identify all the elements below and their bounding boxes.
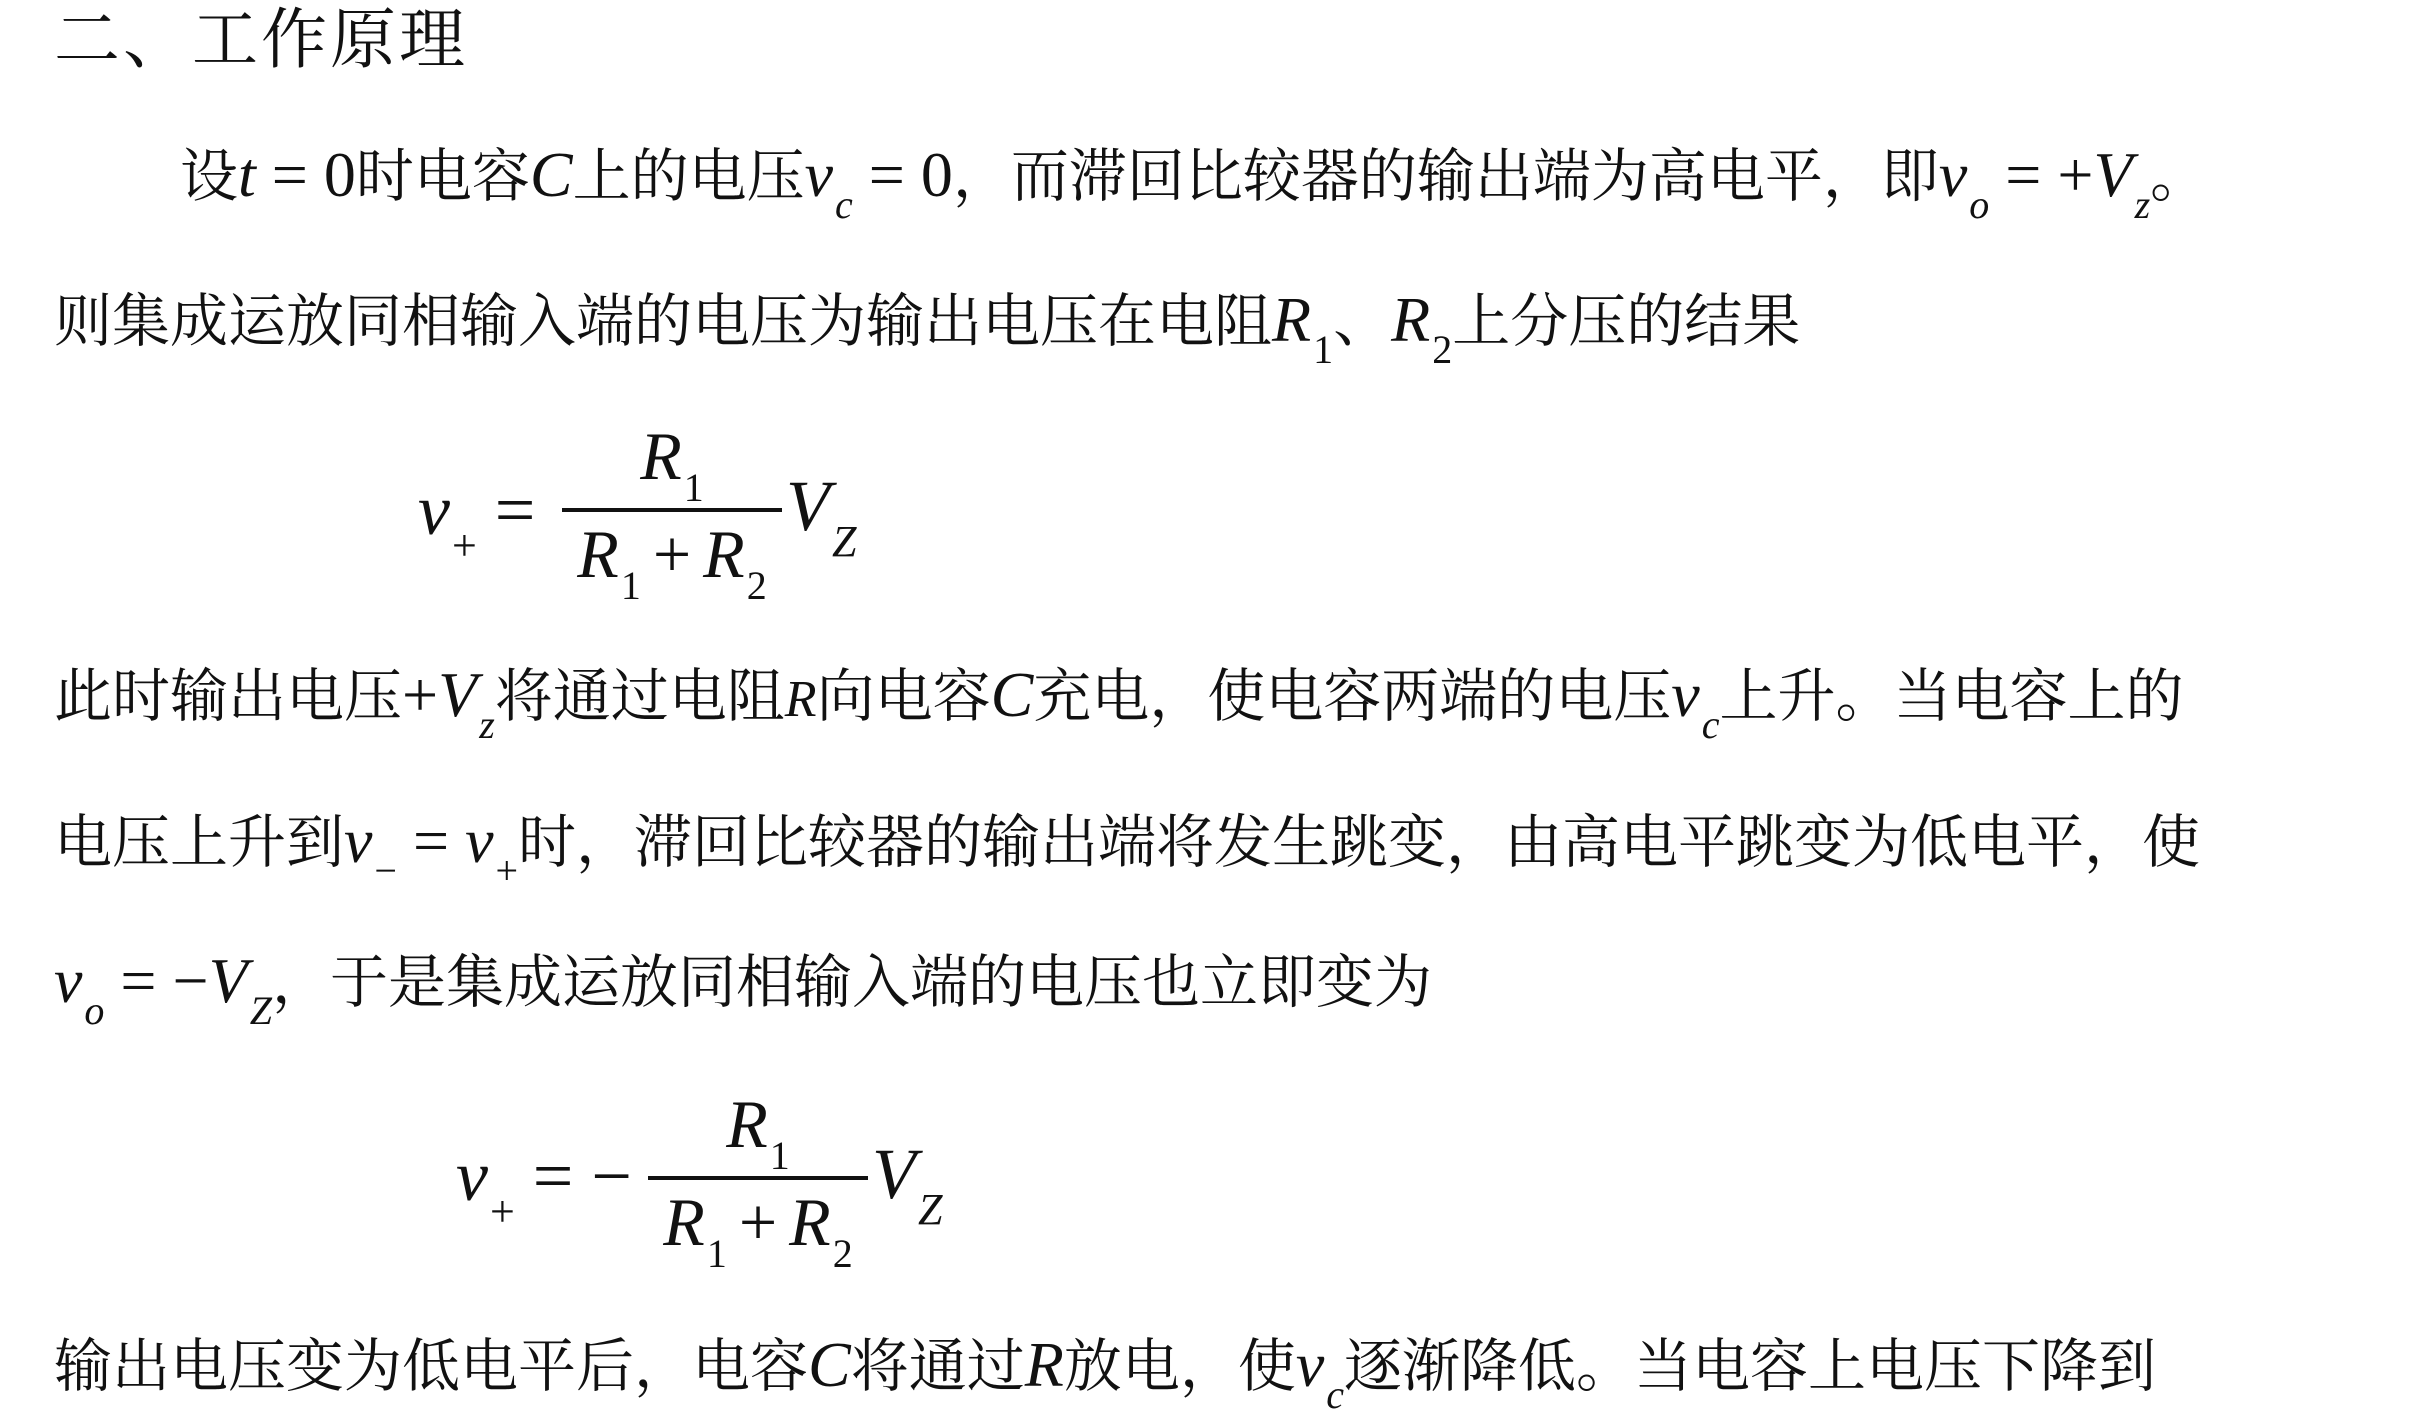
math-symbol: R: [663, 1184, 705, 1260]
text-segment: 此时输出电压: [54, 662, 403, 730]
math-symbol: C: [808, 1329, 851, 1400]
text-segment: 。: [2150, 142, 2209, 210]
math-operator: =: [476, 470, 536, 550]
math-symbol: R: [1024, 1329, 1064, 1400]
section-heading: 二、工作原理: [54, 1, 468, 78]
math-subscript: c: [835, 182, 853, 227]
math-symbol: v: [418, 470, 450, 550]
math-symbol: v: [1671, 659, 1700, 730]
text-segment: 上的电压: [572, 142, 805, 210]
math-symbol: R: [789, 1184, 831, 1260]
formula-1-rhs: [786, 466, 857, 566]
text-segment: ，而滞回比较器的输出端为高电平，即: [952, 142, 1939, 210]
text-segment: 充电，使电容两端的电压: [1033, 662, 1672, 730]
math-subscript: Z: [917, 1185, 943, 1234]
paragraph-2-line-1: [54, 659, 2184, 747]
math-operator: = 0: [852, 139, 953, 210]
math-symbol: R: [784, 671, 817, 728]
math-subscript: o: [84, 988, 105, 1033]
math-subscript: 1: [683, 465, 704, 510]
math-symbol: v: [465, 805, 494, 876]
math-symbol: R: [726, 1086, 768, 1162]
math-operator: = 0: [255, 139, 356, 210]
math-subscript: 1: [1313, 327, 1334, 372]
math-symbol: R: [703, 516, 745, 592]
math-symbol: v: [344, 805, 373, 876]
math-symbol: V: [786, 466, 830, 546]
math-subscript: 1: [620, 563, 641, 608]
text-segment: 上升。当电容上的: [1719, 662, 2184, 730]
math-symbol: R: [640, 418, 682, 494]
math-symbol: v: [54, 945, 83, 1016]
math-subscript: +: [489, 1187, 515, 1236]
math-symbol: C: [990, 659, 1034, 730]
math-operator: =: [396, 805, 466, 876]
paragraph-2-line-2: [54, 805, 2201, 893]
math-symbol: v: [804, 139, 834, 210]
formula-1-denominator: [562, 516, 782, 608]
math-symbol: v: [1938, 139, 1968, 210]
fraction-bar: [648, 1176, 868, 1180]
text-segment: 向电容: [816, 662, 991, 730]
math-symbol: V: [438, 659, 478, 730]
math-symbol: R: [1272, 284, 1312, 355]
formula-2-denominator: [648, 1184, 868, 1276]
formula-1-numerator: [562, 418, 782, 510]
paragraph-3-line-1: [54, 1329, 2157, 1417]
math-symbol: R: [577, 516, 619, 592]
math-subscript: +: [451, 521, 477, 570]
math-operator: +: [738, 1184, 778, 1260]
math-operator: +: [652, 516, 692, 592]
formula-2-fraction: [648, 1086, 868, 1276]
text-segment: 时，滞回比较器的输出端将发生跳变，由高电平跳变为低电平，使: [518, 808, 2201, 876]
math-symbol: t: [238, 139, 256, 210]
text-segment: ，于是集成运放同相输入端的电压也立即变为: [271, 948, 1432, 1016]
math-subscript: c: [1326, 1372, 1344, 1417]
math-operator: = −: [104, 945, 209, 1016]
formula-2-lhs: [456, 1136, 633, 1236]
math-subscript: z: [2134, 182, 2151, 227]
math-operator: = +: [1989, 139, 2094, 210]
math-subscript: −: [374, 848, 397, 893]
text-segment: 、: [1333, 287, 1392, 355]
formula-1-fraction: [562, 418, 782, 608]
math-subscript: Z: [831, 517, 857, 566]
math-symbol: C: [529, 139, 573, 210]
math-subscript: 1: [706, 1231, 727, 1276]
math-subscript: +: [495, 848, 519, 893]
text-segment: 放电，使: [1063, 1332, 1296, 1400]
paragraph-1-line-1: [180, 139, 2209, 227]
math-subscript: 2: [746, 563, 767, 608]
math-symbol: V: [208, 945, 248, 1016]
math-subscript: Z: [249, 988, 272, 1033]
math-subscript: c: [1701, 702, 1720, 747]
math-symbol: V: [2093, 139, 2133, 210]
text-segment: 时电容: [355, 142, 530, 210]
math-operator: +: [402, 659, 439, 730]
formula-2-rhs: [872, 1134, 943, 1234]
math-symbol: R: [1391, 284, 1431, 355]
math-subscript: 2: [1432, 327, 1453, 372]
formula-2-numerator: [648, 1086, 868, 1178]
math-symbol: v: [456, 1136, 488, 1216]
math-symbol: V: [872, 1134, 916, 1214]
math-symbol: v: [1295, 1329, 1325, 1400]
text-segment: 将通过电阻: [494, 662, 785, 730]
formula-1-lhs: [418, 470, 536, 570]
math-subscript: 2: [832, 1231, 853, 1276]
paragraph-2-line-3: [54, 945, 1432, 1033]
math-subscript: z: [479, 702, 495, 747]
text-segment: 则集成运放同相输入端的电压为输出电压在电阻: [54, 287, 1273, 355]
text-segment: 输出电压变为低电平后，电容: [54, 1332, 809, 1400]
text-segment: 电压上升到: [54, 808, 345, 876]
paragraph-1-line-2: [54, 284, 1801, 372]
fraction-bar: [562, 508, 782, 512]
text-segment: 设: [180, 142, 239, 210]
math-operator: = −: [514, 1136, 633, 1216]
text-segment: 上分压的结果: [1452, 287, 1801, 355]
math-subscript: 1: [769, 1133, 790, 1178]
math-subscript: o: [1969, 182, 1990, 227]
text-segment: 逐渐降低。当电容上电压下降到: [1344, 1332, 2157, 1400]
text-segment: 将通过: [850, 1332, 1025, 1400]
